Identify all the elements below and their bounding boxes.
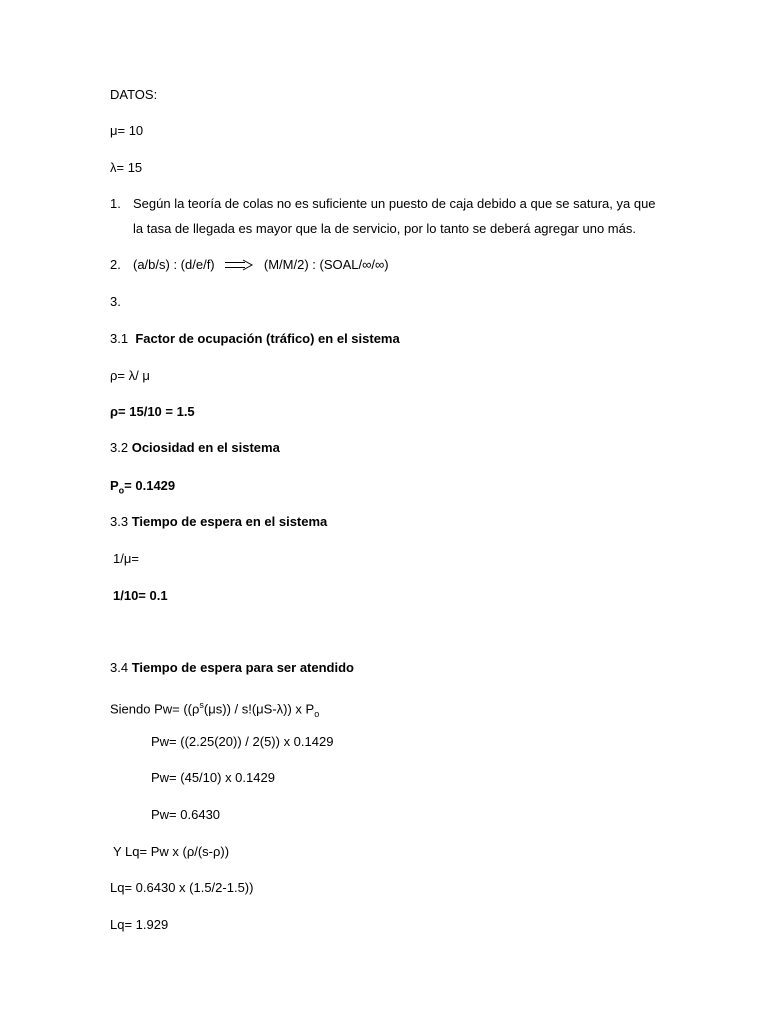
- pw-step-1: Pw= ((2.25(20)) / 2(5)) x 0.1429: [151, 734, 334, 749]
- wait-formula: 1/μ=: [113, 551, 139, 566]
- section-3-3-heading: [110, 514, 327, 530]
- rho-result: ρ= 15/10 = 1.5: [110, 404, 195, 419]
- pw-step-2: Pw= (45/10) x 0.1429: [151, 770, 275, 785]
- section-3-3-title: Tiempo de espera en el sistema: [131, 514, 328, 529]
- item-2-number: 2.: [110, 257, 121, 272]
- section-3-3-number: 3.3: [110, 514, 129, 529]
- section-3-4-number: 3.4: [110, 660, 129, 675]
- item-3-number: 3.: [110, 294, 121, 309]
- item-1-number: 1.: [110, 196, 121, 211]
- datos-heading: DATOS:: [110, 87, 158, 102]
- p0-subscript: o: [118, 485, 125, 496]
- p0-symbol: P: [110, 478, 119, 493]
- section-3-1-number: 3.1: [110, 331, 129, 346]
- lambda-value: λ= 15: [110, 160, 143, 175]
- pw-result: Pw= 0.6430: [151, 807, 221, 822]
- item-1-line-1: Según la teoría de colas no es suficiente un puesto de caja debido a que se satura, ya que: [133, 196, 656, 211]
- section-3-2-number: 3.2: [110, 440, 129, 455]
- item-1-line-2: la tasa de llegada es mayor que la de servicio, por lo tanto se deberá agregar uno más.: [133, 221, 636, 236]
- implies-arrow-icon: [224, 259, 254, 271]
- mu-value: μ= 10: [110, 123, 144, 138]
- p0-value: = 0.1429: [124, 478, 176, 493]
- pw-formula-middle: (μs)) / s!(μS-λ)) x P: [203, 701, 315, 717]
- lq-formula: Y Lq= Pw x (ρ/(s-ρ)): [113, 844, 230, 859]
- section-3-1-title: Factor de ocupación (tráfico) en el sistema: [135, 331, 400, 346]
- kendall-left: (a/b/s) : (d/e/f): [133, 257, 215, 272]
- lq-step: Lq= 0.6430 x (1.5/2-1.5)): [110, 880, 254, 895]
- section-3-4-heading: [110, 660, 354, 676]
- rho-formula: ρ= λ/ μ: [110, 368, 150, 383]
- item-2-notation: [133, 257, 389, 273]
- pw-formula-start: Siendo Pw= ((ρ: [110, 701, 200, 717]
- pw-formula: [110, 697, 319, 722]
- pw-formula-superscript: s: [199, 700, 204, 710]
- lq-result: Lq= 1.929: [110, 917, 169, 932]
- section-3-2-heading: [110, 440, 280, 456]
- pw-formula-subscript: o: [314, 708, 320, 719]
- kendall-right: (M/M/2) : (SOAL/∞/∞): [263, 257, 389, 272]
- section-3-1-heading: [110, 331, 400, 347]
- section-3-2-title: Ociosidad en el sistema: [131, 440, 280, 455]
- wait-result: 1/10= 0.1: [113, 588, 168, 603]
- p0-result: [110, 478, 175, 499]
- section-3-4-title: Tiempo de espera para ser atendido: [131, 660, 354, 675]
